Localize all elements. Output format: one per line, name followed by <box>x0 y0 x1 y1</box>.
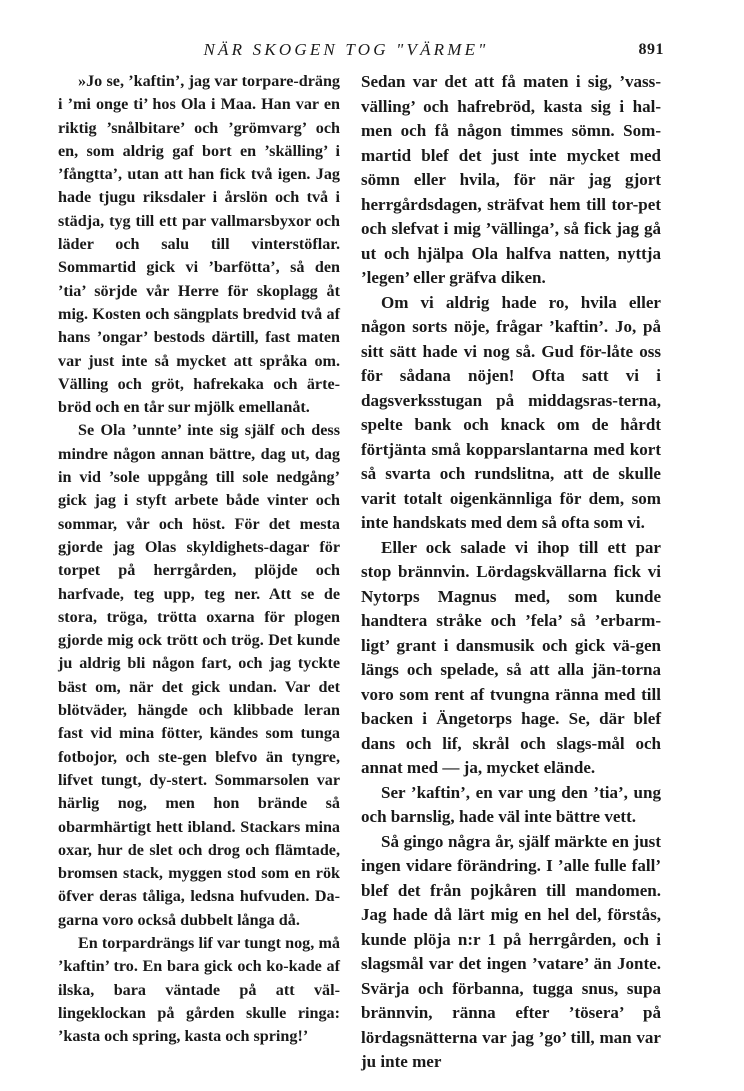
paragraph: Eller ock salade vi ihop till ett par stop brännvin. Lördagskvällarna fick vi Nytorps Magnus med, som kunde handtera stråke och ’fela’ så ’erbarm-ligt’ grant i dansmusik och gick vä-gen längs och spelade, så att alla jän-torna voro som rent af tvungna ränna med till backen i Ängetorps hage. Se, där blef dans och lif, skrål och slags-mål och annat med — ja, mycket elände. <box>361 537 661 777</box>
right-column <box>361 70 661 1075</box>
running-title: NÄR SKOGEN TOG "VÄRME" <box>203 40 489 59</box>
paragraph: Om vi aldrig hade ro, hvila eller någon sorts nöje, frågar ’kaftin’. Jo, på sitt sätt hade vi nog så. Gud för-låte oss för sådana nöjen! Ofta satt vi i dagsverksstugan på middagsras-terna, spelte bank och knack om de hårdt förtjänta små kopparslantarna med kort så svarta och rundslitna, att de skulle varit totalt oigenkännliga för dem, som inte handskats med dem så ofta som vi. <box>361 292 661 532</box>
running-head <box>28 38 664 62</box>
paragraph: »Jo se, ’kaftin’, jag var torpare-dräng i ’mi onge ti’ hos Ola i Maa. Han var en riktig ’snålbitare’ och ’grömvarg’ och en, som aldrig gaf bort en ’skälling’ i ’fångtta’, utan att han fick två igen. Jag hade tjugu riksdaler i årslön och två i städja, tyg till ett par vallmarsbyxor och läder och salu till vinterstöflar. Sommartid gick vi ’barfötta’, så den ’tia’ sörjde vår Herre för skoplagg åt mig. Kosten och sängplats bredvid två af hans ’ongar’ bestods därtill, fast maten var just inte så mycket att språka om. Välling och gröt, hafrekaka och ärte-bröd och en tår sur mjölk emellanåt. <box>58 73 340 417</box>
paragraph-continued: Sedan var det att få maten i sig, ’vass-välling’ och hafrebröd, kasta sig i hal-men och få någon timmes sömn. Som-martid blef det just inte mycket med sömn eller hvila, för när jag gjort herrgårdsdagen, sträfvat hem till tor-pet och slefvat i mig ’vällinga’, så fick jag gå ut och hjälpa Ola halfva natten, nyttja ’legen’ eller gräfva diken. <box>361 72 661 287</box>
paragraph: Se Ola ’unnte’ inte sig själf och dess mindre någon annan bättre, dag ut, dag in vid ’sole uppgång till sole nedgång’ gick jag i styft arbete både vinter och sommar, vår och höst. För det mesta gjorde jag Olas skyldighets-dagar för torpet på herrgården, plöjde och harfvade, teg upp, teg ner. Att se de stora, tröga, trötta oxarna för plogen gjorde mig ock trött och trög. Det kunde ju aldrig bli någon fart, och jag tyckte bäst om, när det gick undan. Var det blötväder, hängde och klibbade leran fast vid mina fötter, kändes som tunga fotbojor, och ste-gen blefvo än tyngre, lifvet tungt, dy-stert. Sommarsolen var härlig nog, men hon brände så obarmhärtigt hett ibland. Stackars mina oxar, hur de slet och drog och flämtade, bromsen stack, myggen stod som en rök öfver deras tåliga, ledsna hufvuden. Da-garna voro också dubbelt långa då. <box>58 422 340 929</box>
left-column <box>58 70 340 1048</box>
paragraph: En torpardrängs lif var tungt nog, må ’kaftin’ tro. En bara gick och ko-kade af ilska, bara väntade på att väl-lingeklockan på gården skulle ringa: ’kasta och spring, kasta och spring!’ <box>58 934 340 1046</box>
paragraph: Ser ’kaftin’, en var ung den ’tia’, ung och barnslig, hade väl inte bättre vett. <box>361 782 661 826</box>
page-number: 891 <box>638 41 664 58</box>
paragraph: Så gingo några år, själf märkte en just ingen vidare förändring. I ’alle fulle fall’ blef det från pojkåren till mandomen. Jag hade då lärt mig en hel del, förstås, kunde plöja n:r 1 på herrgården, och i slagsmål var det ingen ’vatare’ än Jonte. Svärja och förbanna, tugga snus, supa brännvin, ränna efter ’tösera’ på lördagsnätterna var jag ’go’ till, man var ju inte mer <box>361 831 661 1071</box>
